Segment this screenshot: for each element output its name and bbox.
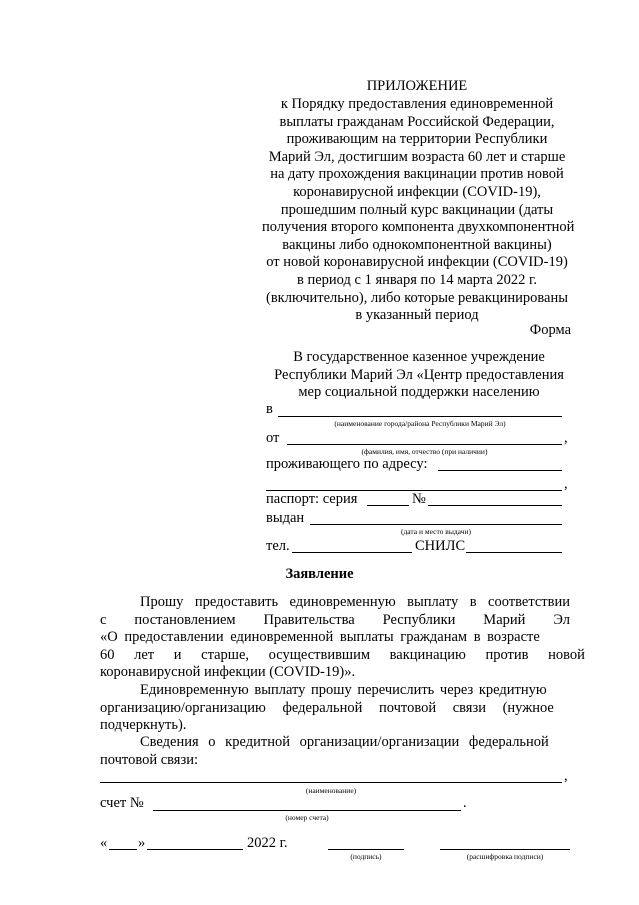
issued-hint: (дата и место выдачи) <box>400 527 471 536</box>
addressee-block <box>266 349 572 402</box>
appendix-line: проживающим на территории Республики <box>286 131 548 148</box>
paragraph-line: Сведения о кредитной организации/организации федеральной <box>140 734 549 750</box>
month-field[interactable] <box>147 849 243 850</box>
appendix-title: ПРИЛОЖЕНИЕ <box>366 78 468 94</box>
issued-field[interactable] <box>310 524 562 525</box>
addressee-line: В государственное казенное учреждение <box>293 349 545 365</box>
account-label: счет № <box>100 795 144 811</box>
full-name-hint: (фамилия, имя, отчество (при наличии) <box>361 447 488 456</box>
paragraph-line: Прошу предоставить единовременную выплату в соответствии <box>140 594 570 610</box>
account-number-field[interactable] <box>153 810 461 811</box>
year-label: 2022 г. <box>247 835 288 851</box>
snils-field[interactable] <box>466 552 562 553</box>
day-field[interactable] <box>109 849 137 850</box>
comma: , <box>564 768 568 784</box>
issued-label: выдан <box>266 510 305 526</box>
paragraph-line: организацию/организацию федеральной почтовой связи (нужное <box>100 699 554 716</box>
signature-decoding-field[interactable] <box>440 849 570 850</box>
appendix-header <box>262 96 575 325</box>
appendix-line: коронавирусной инфекции (COVID-19), <box>293 183 541 200</box>
full-name-field[interactable] <box>287 444 562 445</box>
organization-name-hint: (наименование) <box>305 786 357 795</box>
address-field[interactable] <box>438 470 562 471</box>
date-open-quote: « <box>100 835 108 851</box>
statement-title: Заявление <box>285 566 354 582</box>
passport-number-field[interactable] <box>428 505 562 506</box>
comma: , <box>564 476 568 492</box>
in-label: в <box>266 401 273 417</box>
paragraph-line: с постановлением Правительства Республики Марий Эл <box>100 611 570 628</box>
paragraph-line: 60 лет и старше, осуществившим вакцинацию против новой <box>100 646 585 663</box>
passport-number-label: № <box>412 491 426 507</box>
signature-field[interactable] <box>328 849 404 850</box>
comma: , <box>564 430 568 446</box>
paragraph-line: почтовой связи: <box>100 751 198 768</box>
statement-paragraph-1 <box>100 594 585 682</box>
addressee-line: Республики Марий Эл «Центр предоставления <box>274 366 564 383</box>
form-label: Форма <box>529 322 571 338</box>
addressee-line: мер социальной поддержки населению <box>298 384 540 401</box>
appendix-line: выплаты гражданам Российской Федерации, <box>279 113 555 130</box>
paragraph-line: коронавирусной инфекции (COVID-19)». <box>100 664 356 681</box>
organization-name-field[interactable] <box>100 782 562 783</box>
paragraph-line: подчеркнуть). <box>100 717 187 734</box>
appendix-line: на дату прохождения вакцинации против новой <box>270 166 564 183</box>
account-number-hint: (номер счета) <box>285 813 329 822</box>
appendix-line: (включительно), либо которые ревакцинированы <box>265 289 568 306</box>
period: . <box>463 795 467 811</box>
snils-label: СНИЛС <box>415 538 466 554</box>
statement-paragraph-2 <box>100 682 570 735</box>
city-district-hint: (наименование города/района Республики Марий Эл) <box>334 419 506 428</box>
paragraph-line: «О предоставлении единовременной выплаты гражданам в возрасте <box>100 629 540 646</box>
phone-label: тел. <box>266 538 290 554</box>
appendix-line: вакцины либо однокомпонентной вакцины) <box>282 236 552 253</box>
city-district-field[interactable] <box>278 416 562 417</box>
passport-series-label: паспорт: серия <box>266 491 358 507</box>
appendix-line: получения второго компонента двухкомпонентной <box>262 219 575 236</box>
phone-field[interactable] <box>292 552 412 553</box>
statement-paragraph-3 <box>100 734 570 769</box>
appendix-line: Марий Эл, достигшим возраста 60 лет и старше <box>268 148 566 165</box>
appendix-line: прошедшим полный курс вакцинации (даты <box>280 201 554 218</box>
paragraph-line: Единовременную выплату прошу перечислить через кредитную <box>140 682 547 698</box>
address-label: проживающего по адресу: <box>266 456 428 472</box>
date-close-quote: » <box>138 835 146 851</box>
passport-series-field[interactable] <box>367 505 409 506</box>
appendix-line: в указанный период <box>355 307 479 324</box>
from-label: от <box>266 430 280 446</box>
appendix-line: к Порядку предоставления единовременной <box>280 96 554 112</box>
appendix-line: в период с 1 января по 14 марта 2022 г. <box>297 271 537 288</box>
appendix-line: от новой коронавирусной инфекции (COVID-19) <box>266 254 568 271</box>
signature-decoding-hint: (расшифровка подписи) <box>466 852 544 861</box>
signature-hint: (подпись) <box>350 852 382 861</box>
